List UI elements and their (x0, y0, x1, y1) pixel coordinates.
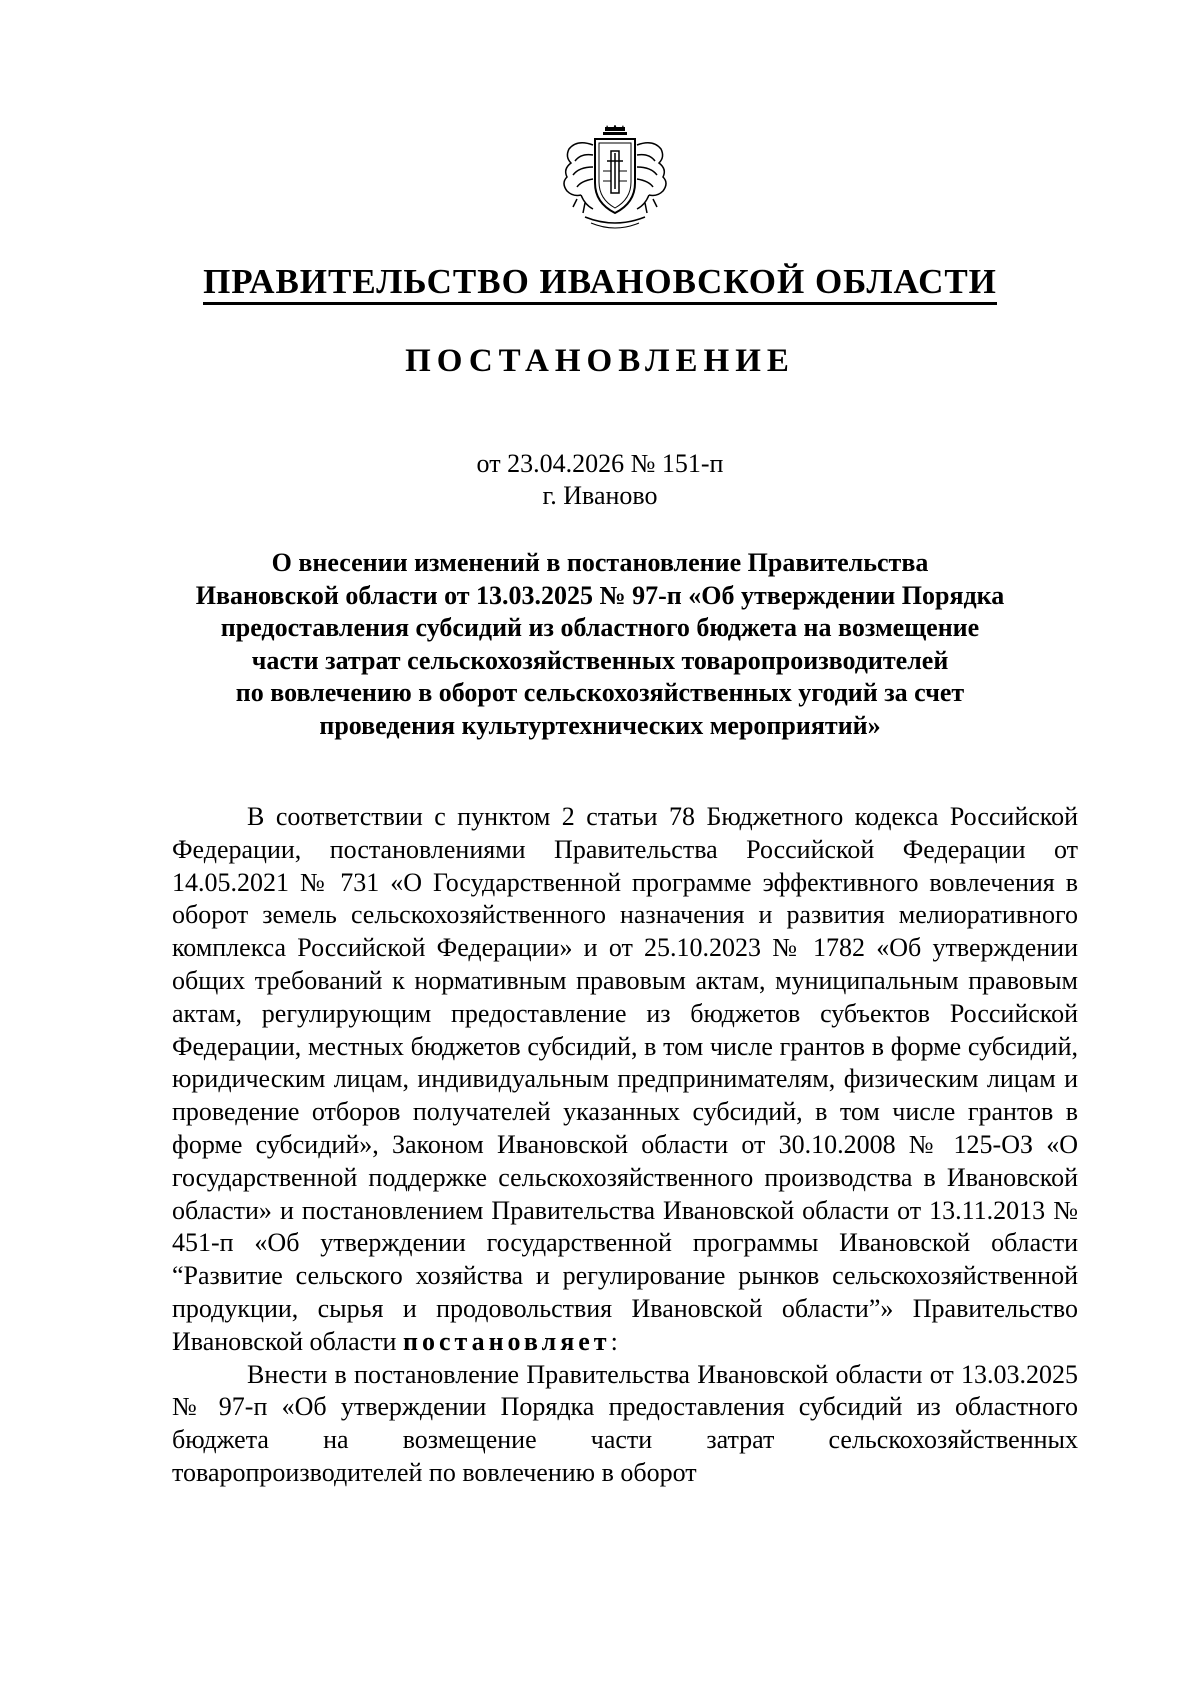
subject-line-3: предоставления субсидий из областного бюджета на возмещение (220, 613, 980, 642)
document-body (172, 801, 1078, 1490)
government-name (0, 262, 1200, 302)
subject-line-5: по вовлечению в оборот сельскохозяйственных угодий за счет (235, 678, 965, 707)
body-paragraph-1 (172, 801, 1078, 1359)
document-date-number: от 23.04.2026 № 151-п (476, 449, 724, 478)
document-meta (0, 448, 1200, 512)
subject-line-2: Ивановской области от 13.03.2025 № 97-п «Об утверждении Порядка (195, 580, 1005, 610)
subject-line-6: проведения культуртехнических мероприятий» (319, 710, 881, 740)
subject-line-1: О внесении изменений в постановление Правительства (271, 548, 929, 577)
resolves-keyword: постановляет (402, 1326, 611, 1356)
document-city: г. Иваново (542, 481, 658, 510)
coat-of-arms-emblem (555, 125, 675, 235)
document-type: ПОСТАНОВЛЕНИЕ (405, 343, 795, 379)
document-subject (150, 547, 1050, 742)
body-paragraph-1-end: : (610, 1326, 618, 1356)
body-paragraph-2: Внести в постановление Правительства Ивановской области от 13.03.2025 № 97-п «Об утверждении Порядка предоставления субсидий из областного бюджета на возмещение части затрат сельскохозяйственных товаропроизводителей по вовлечению в оборот (172, 1359, 1078, 1487)
body-paragraph-1-text: В соответствии с пунктом 2 статьи 78 Бюджетного кодекса Российской Федерации, постановлениями Правительства Российской Федерации от 14.05.2021 № 731 «О Государственной программе эффективного вовлечения в оборот земель сельскохозяйственного назначения и развития мелиоративного комплекса Российской Федерации» и от 25.10.2023 № 1782 «Об утверждении общих требований к нормативным правовым актам, муниципальным правовым актам, регулирующим предоставление из бюджетов субъектов Российской Федерации, местных бюджетов субсидий, в том числе грантов в форме субсидий, юридическим лицам, индивидуальным предпринимателям, физическим лицам и проведение отборов получателей указанных субсидий, в том числе грантов в форме субсидий», Законом Ивановской области от 30.10.2008 № 125-ОЗ «О государственной поддержке сельскохозяйственного производства в Ивановской области» и постановлением Правительства Ивановской области от 13.11.2013 № 451-п «Об утверждении государственной программы Ивановской области “Развитие сельского хозяйства и регулирование рынков сельскохозяйственной продукции, сырья и продовольствия Ивановской области”» Правительство Ивановской области (172, 802, 1078, 1356)
government-name-text: ПРАВИТЕЛЬСТВО ИВАНОВСКОЙ ОБЛАСТИ (203, 262, 997, 305)
subject-line-4: части затрат сельскохозяйственных товаропроизводителей (251, 645, 949, 675)
